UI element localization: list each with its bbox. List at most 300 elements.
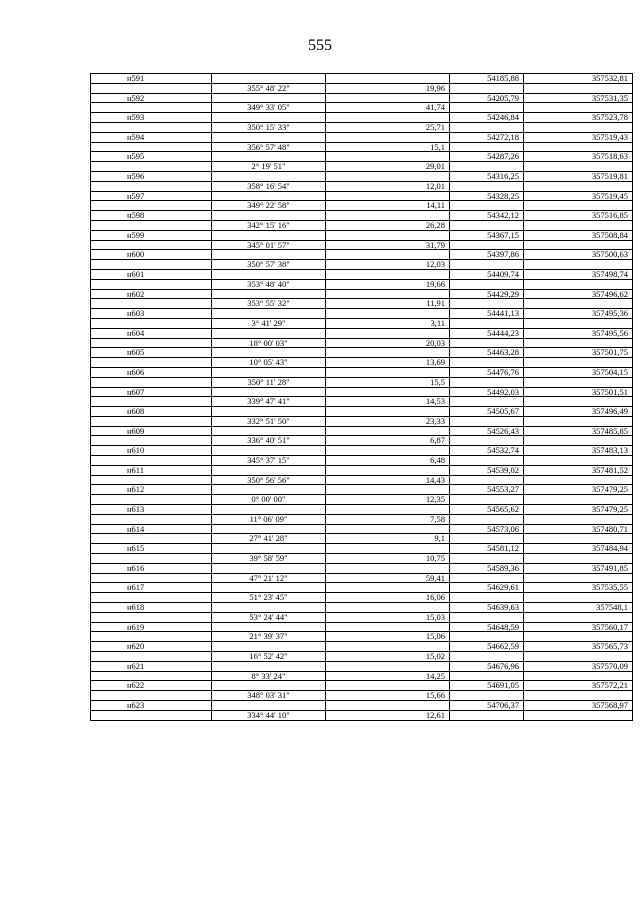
- point-name-cell: н596: [91, 171, 212, 181]
- x-coordinate-cell: 54463,28: [450, 348, 524, 358]
- segment-length-cell: 6,87: [326, 436, 450, 446]
- empty-cell: [91, 279, 212, 289]
- segment-row: [91, 632, 633, 642]
- empty-cell: [326, 407, 450, 417]
- empty-cell: [524, 573, 633, 583]
- direction-angle-cell: 3° 41' 29": [212, 318, 326, 328]
- x-coordinate-cell: 54581,12: [450, 544, 524, 554]
- y-coordinate-cell: 357516,85: [524, 211, 633, 221]
- empty-cell: [524, 122, 633, 132]
- empty-cell: [91, 554, 212, 564]
- segment-length-cell: 26,28: [326, 220, 450, 230]
- empty-cell: [524, 514, 633, 524]
- point-row: [91, 681, 633, 691]
- segment-row: [91, 142, 633, 152]
- y-coordinate-cell: 357485,85: [524, 426, 633, 436]
- empty-cell: [212, 132, 326, 142]
- empty-cell: [91, 652, 212, 662]
- y-coordinate-cell: 357532,81: [524, 74, 633, 84]
- empty-cell: [91, 691, 212, 701]
- x-coordinate-cell: 54429,29: [450, 289, 524, 299]
- segment-row: [91, 377, 633, 387]
- point-row: [91, 465, 633, 475]
- empty-cell: [212, 524, 326, 534]
- point-name-cell: н604: [91, 328, 212, 338]
- empty-cell: [326, 289, 450, 299]
- empty-cell: [524, 416, 633, 426]
- empty-cell: [212, 93, 326, 103]
- y-coordinate-cell: 357484,94: [524, 544, 633, 554]
- point-name-cell: н617: [91, 583, 212, 593]
- x-coordinate-cell: 54539,02: [450, 465, 524, 475]
- point-name-cell: н620: [91, 642, 212, 652]
- y-coordinate-cell: 357565,73: [524, 642, 633, 652]
- point-name-cell: н601: [91, 269, 212, 279]
- empty-cell: [212, 701, 326, 711]
- empty-cell: [212, 642, 326, 652]
- empty-cell: [326, 681, 450, 691]
- empty-cell: [212, 230, 326, 240]
- empty-cell: [91, 240, 212, 250]
- y-coordinate-cell: 357548,1: [524, 603, 633, 613]
- empty-cell: [91, 358, 212, 368]
- segment-length-cell: 9,1: [326, 534, 450, 544]
- empty-cell: [450, 122, 524, 132]
- point-name-cell: н622: [91, 681, 212, 691]
- empty-cell: [91, 201, 212, 211]
- y-coordinate-cell: 357519,81: [524, 171, 633, 181]
- direction-angle-cell: 332° 51' 50": [212, 416, 326, 426]
- empty-cell: [91, 573, 212, 583]
- segment-row: [91, 495, 633, 505]
- x-coordinate-cell: 54342,12: [450, 211, 524, 221]
- empty-cell: [326, 446, 450, 456]
- empty-cell: [212, 113, 326, 123]
- y-coordinate-cell: 357508,84: [524, 230, 633, 240]
- point-name-cell: н600: [91, 250, 212, 260]
- point-row: [91, 309, 633, 319]
- segment-length-cell: 15,03: [326, 612, 450, 622]
- empty-cell: [450, 220, 524, 230]
- empty-cell: [450, 671, 524, 681]
- empty-cell: [524, 612, 633, 622]
- empty-cell: [326, 191, 450, 201]
- direction-angle-cell: 2° 19' 51": [212, 162, 326, 172]
- segment-length-cell: 14,11: [326, 201, 450, 211]
- point-name-cell: н610: [91, 446, 212, 456]
- y-coordinate-cell: 357479,25: [524, 505, 633, 515]
- empty-cell: [450, 652, 524, 662]
- y-coordinate-cell: 357483,13: [524, 446, 633, 456]
- empty-cell: [91, 338, 212, 348]
- point-row: [91, 563, 633, 573]
- segment-length-cell: 12,61: [326, 710, 450, 720]
- x-coordinate-cell: 54441,13: [450, 309, 524, 319]
- empty-cell: [450, 593, 524, 603]
- empty-cell: [326, 465, 450, 475]
- segment-length-cell: 14,53: [326, 397, 450, 407]
- y-coordinate-cell: 357572,21: [524, 681, 633, 691]
- empty-cell: [326, 348, 450, 358]
- empty-cell: [91, 377, 212, 387]
- point-row: [91, 230, 633, 240]
- segment-length-cell: 20,03: [326, 338, 450, 348]
- point-row: [91, 544, 633, 554]
- segment-length-cell: 41,74: [326, 103, 450, 113]
- x-coordinate-cell: 54397,86: [450, 250, 524, 260]
- point-row: [91, 583, 633, 593]
- x-coordinate-cell: 54246,84: [450, 113, 524, 123]
- point-name-cell: н597: [91, 191, 212, 201]
- empty-cell: [91, 260, 212, 270]
- point-row: [91, 446, 633, 456]
- empty-cell: [91, 83, 212, 93]
- empty-cell: [212, 171, 326, 181]
- empty-cell: [326, 524, 450, 534]
- empty-cell: [326, 171, 450, 181]
- empty-cell: [450, 142, 524, 152]
- x-coordinate-cell: 54287,26: [450, 152, 524, 162]
- segment-length-cell: 15,66: [326, 691, 450, 701]
- empty-cell: [524, 436, 633, 446]
- y-coordinate-cell: 357570,09: [524, 661, 633, 671]
- empty-cell: [524, 534, 633, 544]
- point-name-cell: н607: [91, 387, 212, 397]
- empty-cell: [91, 632, 212, 642]
- segment-row: [91, 318, 633, 328]
- segment-length-cell: 25,71: [326, 122, 450, 132]
- point-name-cell: н594: [91, 132, 212, 142]
- direction-angle-cell: 342° 15' 16": [212, 220, 326, 230]
- empty-cell: [450, 279, 524, 289]
- segment-row: [91, 181, 633, 191]
- x-coordinate-cell: 54185,88: [450, 74, 524, 84]
- point-name-cell: н605: [91, 348, 212, 358]
- point-name-cell: н613: [91, 505, 212, 515]
- empty-cell: [450, 299, 524, 309]
- x-coordinate-cell: 54691,05: [450, 681, 524, 691]
- empty-cell: [326, 74, 450, 84]
- segment-row: [91, 299, 633, 309]
- y-coordinate-cell: 357498,74: [524, 269, 633, 279]
- x-coordinate-cell: 54328,25: [450, 191, 524, 201]
- direction-angle-cell: 350° 11' 28": [212, 377, 326, 387]
- point-row: [91, 524, 633, 534]
- empty-cell: [524, 318, 633, 328]
- x-coordinate-cell: 54676,96: [450, 661, 524, 671]
- point-name-cell: н598: [91, 211, 212, 221]
- y-coordinate-cell: 357523,78: [524, 113, 633, 123]
- empty-cell: [524, 632, 633, 642]
- x-coordinate-cell: 54409,74: [450, 269, 524, 279]
- y-coordinate-cell: 357568,97: [524, 701, 633, 711]
- point-row: [91, 171, 633, 181]
- direction-angle-cell: 349° 22' 58": [212, 201, 326, 211]
- x-coordinate-cell: 54205,79: [450, 93, 524, 103]
- x-coordinate-cell: 54553,27: [450, 485, 524, 495]
- direction-angle-cell: 350° 57' 38": [212, 260, 326, 270]
- point-name-cell: н614: [91, 524, 212, 534]
- segment-row: [91, 573, 633, 583]
- empty-cell: [524, 691, 633, 701]
- direction-angle-cell: 10° 05' 43": [212, 358, 326, 368]
- empty-cell: [524, 142, 633, 152]
- y-coordinate-cell: 357501,75: [524, 348, 633, 358]
- point-row: [91, 191, 633, 201]
- segment-row: [91, 710, 633, 720]
- empty-cell: [326, 113, 450, 123]
- empty-cell: [212, 622, 326, 632]
- empty-cell: [326, 426, 450, 436]
- empty-cell: [450, 514, 524, 524]
- empty-cell: [524, 162, 633, 172]
- x-coordinate-cell: 54565,62: [450, 505, 524, 515]
- segment-length-cell: 14,25: [326, 671, 450, 681]
- empty-cell: [212, 328, 326, 338]
- empty-cell: [326, 701, 450, 711]
- point-name-cell: н619: [91, 622, 212, 632]
- empty-cell: [212, 348, 326, 358]
- empty-cell: [450, 397, 524, 407]
- empty-cell: [524, 377, 633, 387]
- y-coordinate-cell: 357500,63: [524, 250, 633, 260]
- empty-cell: [524, 652, 633, 662]
- empty-cell: [91, 142, 212, 152]
- x-coordinate-cell: 54316,25: [450, 171, 524, 181]
- empty-cell: [91, 181, 212, 191]
- segment-row: [91, 338, 633, 348]
- point-name-cell: н603: [91, 309, 212, 319]
- empty-cell: [524, 710, 633, 720]
- segment-length-cell: 15,1: [326, 142, 450, 152]
- segment-length-cell: 59,41: [326, 573, 450, 583]
- y-coordinate-cell: 357560,17: [524, 622, 633, 632]
- empty-cell: [326, 583, 450, 593]
- point-name-cell: н608: [91, 407, 212, 417]
- point-row: [91, 250, 633, 260]
- empty-cell: [91, 220, 212, 230]
- empty-cell: [326, 661, 450, 671]
- y-coordinate-cell: 357535,55: [524, 583, 633, 593]
- point-row: [91, 485, 633, 495]
- y-coordinate-cell: 357479,25: [524, 485, 633, 495]
- empty-cell: [326, 328, 450, 338]
- empty-cell: [212, 603, 326, 613]
- segment-length-cell: 12,35: [326, 495, 450, 505]
- segment-row: [91, 652, 633, 662]
- direction-angle-cell: 355° 48' 22": [212, 83, 326, 93]
- segment-row: [91, 103, 633, 113]
- direction-angle-cell: 16° 52' 42": [212, 652, 326, 662]
- empty-cell: [450, 338, 524, 348]
- y-coordinate-cell: 357531,35: [524, 93, 633, 103]
- empty-cell: [91, 475, 212, 485]
- empty-cell: [212, 583, 326, 593]
- point-row: [91, 152, 633, 162]
- empty-cell: [450, 181, 524, 191]
- empty-cell: [212, 465, 326, 475]
- point-row: [91, 269, 633, 279]
- y-coordinate-cell: 357495,56: [524, 328, 633, 338]
- empty-cell: [91, 710, 212, 720]
- direction-angle-cell: 358° 16' 54": [212, 181, 326, 191]
- empty-cell: [450, 495, 524, 505]
- empty-cell: [524, 201, 633, 211]
- y-coordinate-cell: 357491,85: [524, 563, 633, 573]
- empty-cell: [212, 407, 326, 417]
- empty-cell: [91, 103, 212, 113]
- empty-cell: [326, 485, 450, 495]
- segment-row: [91, 416, 633, 426]
- empty-cell: [524, 83, 633, 93]
- direction-angle-cell: 345° 37' 15": [212, 456, 326, 466]
- direction-angle-cell: 350° 15' 33": [212, 122, 326, 132]
- segment-row: [91, 475, 633, 485]
- empty-cell: [524, 593, 633, 603]
- empty-cell: [91, 534, 212, 544]
- direction-angle-cell: 339° 47' 41": [212, 397, 326, 407]
- point-name-cell: н623: [91, 701, 212, 711]
- y-coordinate-cell: 357496,49: [524, 407, 633, 417]
- direction-angle-cell: 334° 44' 10": [212, 710, 326, 720]
- direction-angle-cell: 47° 21' 12": [212, 573, 326, 583]
- point-name-cell: н606: [91, 367, 212, 377]
- segment-row: [91, 240, 633, 250]
- empty-cell: [91, 299, 212, 309]
- empty-cell: [450, 240, 524, 250]
- empty-cell: [450, 103, 524, 113]
- point-name-cell: н618: [91, 603, 212, 613]
- point-row: [91, 701, 633, 711]
- direction-angle-cell: 51° 23' 45": [212, 593, 326, 603]
- empty-cell: [326, 367, 450, 377]
- y-coordinate-cell: 357519,43: [524, 132, 633, 142]
- segment-length-cell: 31,79: [326, 240, 450, 250]
- empty-cell: [450, 456, 524, 466]
- empty-cell: [450, 710, 524, 720]
- page-number: 555: [308, 37, 332, 54]
- empty-cell: [450, 632, 524, 642]
- empty-cell: [524, 671, 633, 681]
- segment-row: [91, 691, 633, 701]
- empty-cell: [212, 544, 326, 554]
- empty-cell: [326, 642, 450, 652]
- segment-length-cell: 12,03: [326, 260, 450, 270]
- point-row: [91, 661, 633, 671]
- y-coordinate-cell: 357495,36: [524, 309, 633, 319]
- segment-row: [91, 220, 633, 230]
- point-name-cell: н592: [91, 93, 212, 103]
- segment-row: [91, 201, 633, 211]
- empty-cell: [524, 495, 633, 505]
- empty-cell: [91, 416, 212, 426]
- point-name-cell: н615: [91, 544, 212, 554]
- x-coordinate-cell: 54639,63: [450, 603, 524, 613]
- empty-cell: [524, 260, 633, 270]
- segment-row: [91, 514, 633, 524]
- x-coordinate-cell: 54272,18: [450, 132, 524, 142]
- point-row: [91, 328, 633, 338]
- empty-cell: [212, 505, 326, 515]
- point-row: [91, 93, 633, 103]
- empty-cell: [326, 387, 450, 397]
- x-coordinate-cell: 54505,67: [450, 407, 524, 417]
- point-row: [91, 211, 633, 221]
- direction-angle-cell: 21° 39' 37": [212, 632, 326, 642]
- segment-row: [91, 436, 633, 446]
- empty-cell: [326, 622, 450, 632]
- segment-length-cell: 11,91: [326, 299, 450, 309]
- empty-cell: [326, 603, 450, 613]
- empty-cell: [91, 436, 212, 446]
- empty-cell: [450, 162, 524, 172]
- point-name-cell: н602: [91, 289, 212, 299]
- empty-cell: [212, 309, 326, 319]
- empty-cell: [524, 220, 633, 230]
- segment-length-cell: 10,75: [326, 554, 450, 564]
- y-coordinate-cell: 357496,62: [524, 289, 633, 299]
- x-coordinate-cell: 54476,76: [450, 367, 524, 377]
- empty-cell: [326, 132, 450, 142]
- segment-row: [91, 260, 633, 270]
- point-row: [91, 74, 633, 84]
- y-coordinate-cell: 357501,51: [524, 387, 633, 397]
- empty-cell: [212, 289, 326, 299]
- empty-cell: [450, 260, 524, 270]
- x-coordinate-cell: 54629,61: [450, 583, 524, 593]
- empty-cell: [91, 612, 212, 622]
- point-row: [91, 407, 633, 417]
- segment-length-cell: 14,43: [326, 475, 450, 485]
- direction-angle-cell: 353° 48' 40": [212, 279, 326, 289]
- empty-cell: [450, 436, 524, 446]
- empty-cell: [212, 269, 326, 279]
- point-row: [91, 132, 633, 142]
- segment-row: [91, 534, 633, 544]
- empty-cell: [326, 230, 450, 240]
- segment-length-cell: 29,01: [326, 162, 450, 172]
- segment-row: [91, 162, 633, 172]
- coordinates-table-body: [91, 74, 633, 721]
- segment-row: [91, 397, 633, 407]
- empty-cell: [450, 377, 524, 387]
- empty-cell: [91, 162, 212, 172]
- empty-cell: [212, 426, 326, 436]
- empty-cell: [91, 514, 212, 524]
- point-name-cell: н609: [91, 426, 212, 436]
- empty-cell: [450, 318, 524, 328]
- direction-angle-cell: 353° 55' 32": [212, 299, 326, 309]
- direction-angle-cell: 356° 57' 48": [212, 142, 326, 152]
- point-row: [91, 603, 633, 613]
- point-name-cell: н595: [91, 152, 212, 162]
- empty-cell: [91, 495, 212, 505]
- y-coordinate-cell: 357519,45: [524, 191, 633, 201]
- direction-angle-cell: 349° 33' 05": [212, 103, 326, 113]
- segment-row: [91, 671, 633, 681]
- empty-cell: [212, 191, 326, 201]
- empty-cell: [212, 74, 326, 84]
- empty-cell: [326, 505, 450, 515]
- empty-cell: [524, 475, 633, 485]
- x-coordinate-cell: 54532,74: [450, 446, 524, 456]
- point-name-cell: н593: [91, 113, 212, 123]
- empty-cell: [91, 671, 212, 681]
- segment-length-cell: 13,69: [326, 358, 450, 368]
- segment-row: [91, 612, 633, 622]
- empty-cell: [212, 563, 326, 573]
- y-coordinate-cell: 357481,52: [524, 465, 633, 475]
